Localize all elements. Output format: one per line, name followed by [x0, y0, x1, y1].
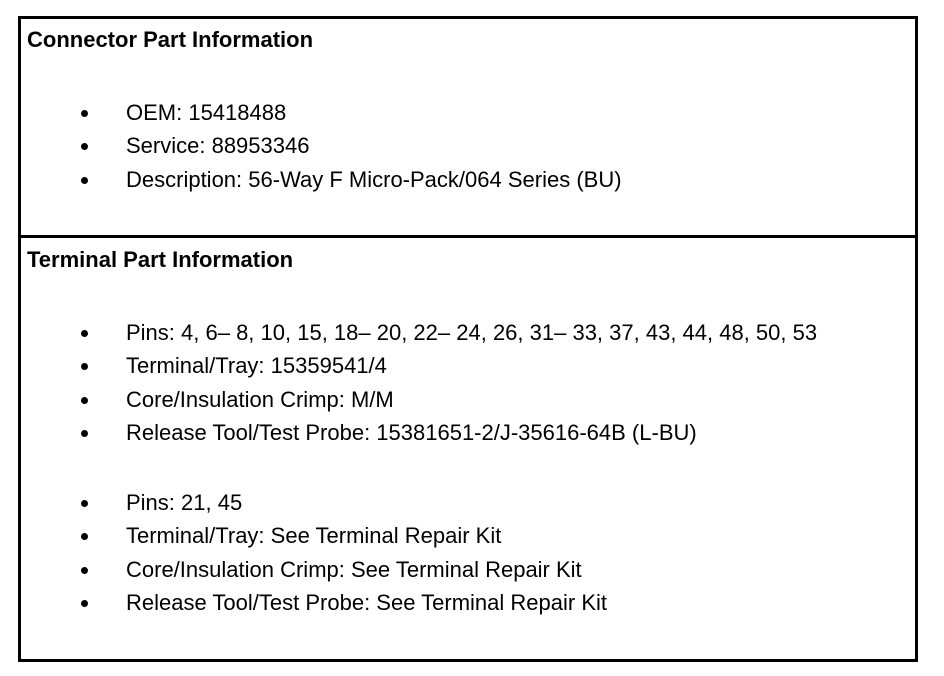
terminal-crimp: Core/Insulation Crimp: M/M [126, 386, 394, 412]
bullet-icon [81, 430, 88, 437]
list-item [21, 385, 915, 418]
list-item [21, 418, 915, 451]
bullet-icon [81, 177, 88, 184]
connector-list [21, 98, 915, 198]
bullet-icon [81, 397, 88, 404]
bullet-icon [81, 110, 88, 117]
connector-service: Service: 88953346 [126, 133, 310, 159]
bullet-icon [81, 567, 88, 574]
terminal-release-tool: Release Tool/Test Probe: See Terminal Repair Kit [126, 590, 607, 616]
terminal-tray: Terminal/Tray: 15359541/4 [126, 353, 387, 379]
list-item [21, 555, 915, 588]
bullet-icon [81, 600, 88, 607]
bullet-icon [81, 143, 88, 150]
bullet-icon [81, 363, 88, 370]
terminal-pins: Pins: 21, 45 [126, 490, 243, 515]
list-item [21, 165, 915, 198]
terminal-group-2 [21, 488, 915, 622]
connector-section [21, 19, 915, 238]
terminal-pins: Pins: 4, 6– 8, 10, 15, 18– 20, 22– 24, 26, 31– 33, 37, 43, 44, 48, 50, 53 [126, 320, 818, 345]
connector-description: Description: 56-Way F Micro-Pack/064 Series (BU) [126, 166, 622, 192]
list-item [21, 588, 915, 621]
connector-oem: OEM: 15418488 [126, 100, 287, 125]
list-item [21, 98, 915, 131]
list-item [21, 318, 915, 351]
connector-heading: Connector Part Information [27, 27, 314, 52]
bullet-icon [81, 533, 88, 540]
list-item [21, 131, 915, 164]
bullet-icon [81, 500, 88, 507]
terminal-heading: Terminal Part Information [27, 247, 294, 272]
list-item [21, 351, 915, 384]
terminal-tray: Terminal/Tray: See Terminal Repair Kit [126, 523, 502, 549]
terminal-crimp: Core/Insulation Crimp: See Terminal Repair Kit [126, 556, 582, 582]
terminal-group-1 [21, 318, 915, 452]
list-item [21, 521, 915, 554]
terminal-section [21, 238, 915, 659]
list-item [21, 488, 915, 521]
part-info-table [18, 16, 918, 662]
terminal-release-tool: Release Tool/Test Probe: 15381651-2/J-35616-64B (L-BU) [126, 420, 697, 446]
bullet-icon [81, 330, 88, 337]
